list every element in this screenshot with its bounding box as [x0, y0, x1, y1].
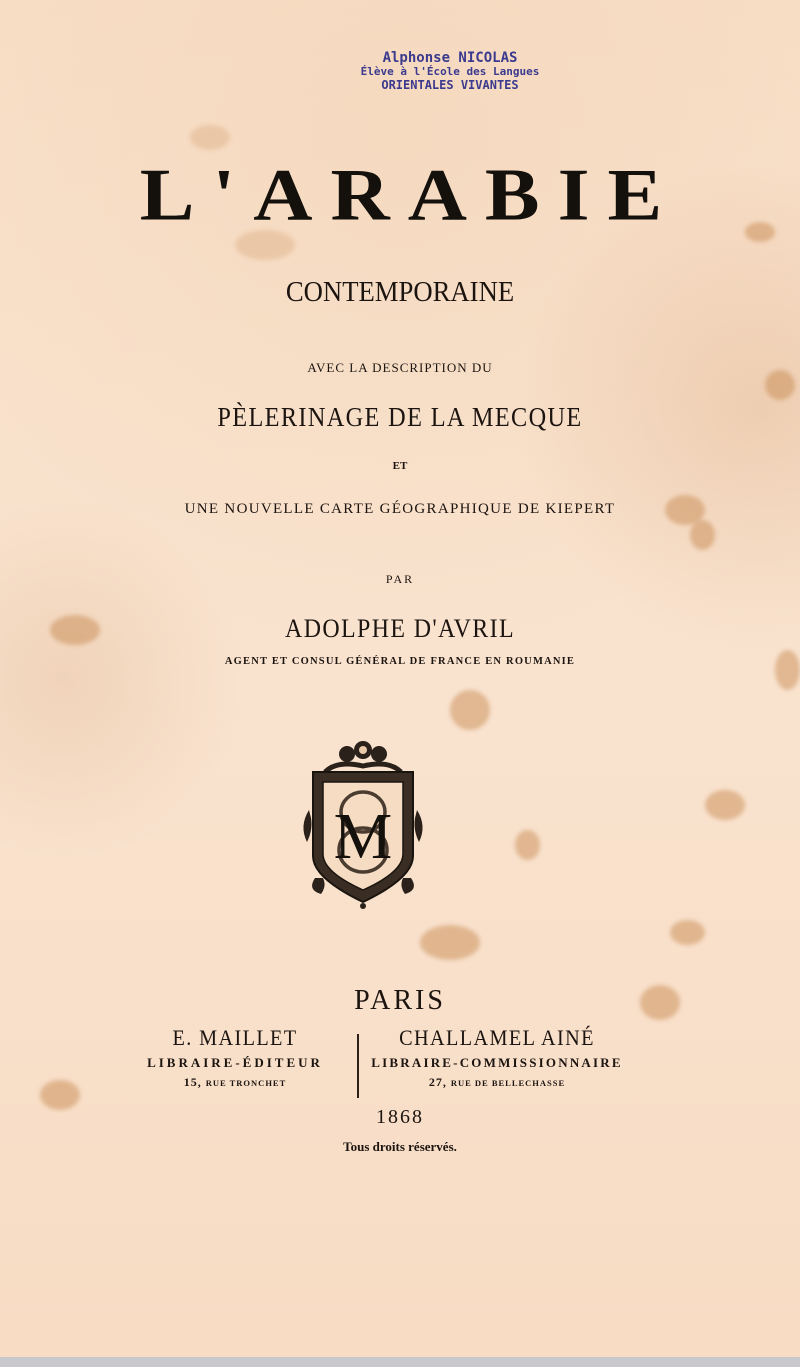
book-subtitle: CONTEMPORAINE: [285, 276, 515, 308]
publisher-name: E. MAILLET: [172, 1025, 298, 1050]
publication-city: PARIS: [354, 985, 446, 1016]
publisher-address: [115, 1075, 355, 1090]
rights-notice: Tous droits réservés.: [343, 1139, 457, 1154]
author-name: ADOLPHE D'AVRIL: [285, 614, 515, 643]
book-title: L'ARABIE: [139, 153, 681, 236]
foxing-stain: [690, 520, 715, 550]
stamp-line-1: Alphonse NICOLAS: [382, 50, 518, 66]
stamp-line-3: ORIENTALES VIVANTES: [381, 77, 519, 92]
author-position: AGENT ET CONSUL GÉNÉRAL DE FRANCE EN ROUMANIE: [224, 656, 576, 667]
foxing-stain: [450, 690, 490, 730]
ownership-stamp: [350, 50, 550, 93]
publisher-role: LIBRAIRE-ÉDITEUR: [147, 1055, 323, 1070]
publisher-name: CHALLAMEL AINÉ: [399, 1025, 595, 1050]
foxing-stain: [705, 790, 745, 820]
pilgrimage-heading: PÈLERINAGE DE LA MECQUE: [217, 402, 583, 432]
conjunction-et: ET: [392, 460, 408, 472]
publisher-divider: [357, 1034, 359, 1098]
stamp-line-2: Élève à l'École des Langues: [360, 65, 540, 79]
address-street: RUE TRONCHET: [205, 1078, 287, 1088]
address-number: 27,: [428, 1075, 447, 1089]
address-street: RUE DE BELLECHASSE: [450, 1078, 566, 1088]
publisher-crest-icon: [297, 738, 429, 910]
publisher-address: [362, 1075, 632, 1090]
svg-text:M: M: [333, 800, 393, 873]
foxing-stain: [515, 830, 540, 860]
publisher-maillet: [115, 1025, 355, 1090]
scan-bottom-edge: [0, 1357, 800, 1367]
foxing-stain: [670, 920, 705, 945]
publisher-role: LIBRAIRE-COMMISSIONNAIRE: [371, 1055, 623, 1070]
foxing-stain: [420, 925, 480, 960]
publication-year: 1868: [376, 1106, 424, 1128]
by-label: PAR: [385, 572, 415, 586]
publisher-challamel: [362, 1025, 632, 1090]
map-line: UNE NOUVELLE CARTE GÉOGRAPHIQUE DE KIEPERT: [184, 501, 616, 517]
foxing-stain: [190, 125, 230, 150]
address-number: 15,: [183, 1075, 202, 1089]
description-intro: AVEC LA DESCRIPTION DU: [307, 360, 493, 375]
